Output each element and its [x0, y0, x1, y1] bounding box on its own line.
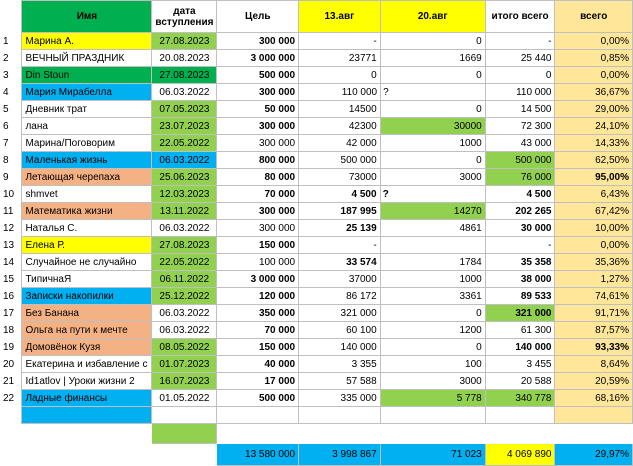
cell-name[interactable]: Наталья С. — [22, 220, 152, 237]
cell-aug13-value: 4 500 — [351, 188, 377, 200]
cell-date[interactable]: 23.07.2023 — [152, 118, 217, 135]
cell-pct[interactable]: 29,00% — [555, 101, 633, 118]
cell-aug20[interactable] — [380, 237, 485, 254]
cell-name[interactable]: Маленькая жизнь — [22, 152, 152, 169]
table-row — [0, 50, 633, 67]
cell-aug13[interactable] — [299, 135, 381, 152]
cell-date[interactable]: 06.11.2022 — [152, 271, 217, 288]
cell-aug20[interactable]: 4861 — [380, 220, 485, 237]
total-sum[interactable]: 4 069 890 — [485, 444, 555, 466]
cell-goal[interactable]: 300 000 — [217, 203, 299, 220]
cell-name[interactable]: Din Stoun — [22, 67, 152, 84]
row-number: 22 — [3, 392, 15, 404]
cell-pct[interactable]: 62,50% — [555, 152, 633, 169]
cell-aug13-value: 37000 — [348, 273, 377, 285]
cell-aug20[interactable]: 14270 — [380, 203, 485, 220]
cell-empty — [22, 444, 152, 466]
row-number: 9 — [3, 171, 9, 183]
row-number: 14 — [3, 256, 15, 268]
cell-goal[interactable]: 120 000 — [217, 288, 299, 305]
cell-pct[interactable]: 0,85% — [555, 50, 633, 67]
header-aug13[interactable]: 13.авг — [299, 1, 381, 33]
cell-pct[interactable]: 20,59% — [555, 373, 633, 390]
cell-aug20[interactable]: 1784 — [380, 254, 485, 271]
cell-date[interactable]: 27.08.2023 — [152, 33, 217, 50]
cell-name[interactable]: Без Банана — [22, 305, 152, 322]
cell-total[interactable]: 3 455 — [485, 356, 555, 373]
cell-total[interactable]: 38 000 — [485, 271, 555, 288]
cell-aug13-value: 73000 — [348, 171, 377, 183]
total-aug20[interactable]: 71 023 — [380, 444, 485, 466]
cell-date[interactable]: 06.03.2022 — [152, 84, 217, 101]
cell-empty — [0, 424, 22, 444]
cell-date[interactable]: 16.07.2023 — [152, 373, 217, 390]
cell-date[interactable]: 22.05.2022 — [152, 135, 217, 152]
table-row — [0, 101, 633, 118]
cell-date[interactable]: 06.03.2022 — [152, 322, 217, 339]
total-aug13[interactable]: 3 998 867 — [299, 444, 381, 466]
table-row — [0, 220, 633, 237]
cell-pct[interactable]: 95,00% — [555, 169, 633, 186]
cell-goal[interactable]: 100 000 — [217, 254, 299, 271]
table-row-empty — [0, 407, 633, 424]
cell-empty[interactable] — [485, 407, 555, 424]
cell-aug20[interactable]: 3000 — [380, 169, 485, 186]
spacer-row — [0, 424, 633, 444]
row-number — [0, 407, 22, 424]
cell-date[interactable]: 08.05.2022 — [152, 339, 217, 356]
cell-name[interactable]: Математика жизни — [22, 203, 152, 220]
cell-pct[interactable]: 1,27% — [555, 271, 633, 288]
row-number: 12 — [3, 222, 15, 234]
cell-aug13[interactable] — [299, 118, 381, 135]
table-row — [0, 271, 633, 288]
cell-pct[interactable]: 68,16% — [555, 390, 633, 407]
row-number: 18 — [3, 324, 15, 336]
cell-note: ? — [383, 86, 389, 98]
cell-pct[interactable]: 87,57% — [555, 322, 633, 339]
cell-pct[interactable]: 24,10% — [555, 118, 633, 135]
table-row — [0, 237, 633, 254]
cell-aug13[interactable] — [299, 373, 381, 390]
cell-total[interactable]: 61 300 — [485, 322, 555, 339]
table-row — [0, 339, 633, 356]
cell-empty — [152, 444, 217, 466]
cell-name[interactable]: Записки накопилки — [22, 288, 152, 305]
cell-goal[interactable]: 300 000 — [217, 84, 299, 101]
cell-name[interactable]: Домовёнок Кузя — [22, 339, 152, 356]
cell-empty — [485, 424, 555, 444]
table-row — [0, 33, 633, 50]
cell-aug20[interactable] — [380, 84, 485, 101]
row-number: 19 — [3, 341, 15, 353]
table-row — [0, 373, 633, 390]
cell-aug13[interactable] — [299, 67, 381, 84]
cell-total[interactable]: 76 000 — [485, 169, 555, 186]
cell-total[interactable]: - — [485, 237, 555, 254]
cell-aug13-value: 23771 — [348, 52, 377, 64]
row-number: 5 — [3, 103, 9, 115]
cell-name[interactable]: Марина/Поговорим — [22, 135, 152, 152]
cell-pct[interactable]: 14,33% — [555, 135, 633, 152]
cell-aug20[interactable] — [380, 186, 485, 203]
cell-total[interactable]: 340 778 — [485, 390, 555, 407]
header-aug20[interactable]: 20.авг — [380, 1, 485, 33]
cell-total[interactable]: 202 265 — [485, 203, 555, 220]
cell-total[interactable]: 89 533 — [485, 288, 555, 305]
cell-name[interactable]: Id1atlov | Уроки жизни 2 — [22, 373, 152, 390]
cell-empty[interactable] — [380, 407, 485, 424]
cell-aug13[interactable] — [299, 186, 389, 203]
row-number: 3 — [3, 69, 9, 81]
cell-date[interactable]: 06.03.2022 — [152, 152, 217, 169]
cell-aug20[interactable]: 0 — [380, 101, 485, 118]
cell-empty[interactable] — [555, 407, 633, 424]
cell-aug20[interactable]: 3361 — [380, 288, 485, 305]
cell-aug13-value: 321 000 — [340, 307, 377, 319]
cell-aug13[interactable] — [299, 305, 381, 322]
cell-aug20[interactable]: 1000 — [380, 135, 485, 152]
cell-pct[interactable]: 67,42% — [555, 203, 633, 220]
row-number-header — [0, 1, 22, 33]
cell-empty[interactable] — [22, 407, 152, 424]
cell-goal[interactable]: 500 000 — [217, 67, 299, 84]
cell-aug13-value: 14500 — [348, 103, 377, 115]
row-number: 1 — [3, 35, 9, 47]
header-name[interactable]: Имя — [22, 1, 152, 33]
cell-aug20[interactable]: 100 — [380, 356, 485, 373]
cell-aug13-value: - — [373, 35, 377, 47]
cell-aug13[interactable] — [299, 356, 381, 373]
cell-name[interactable]: Екатерина и избавление с — [22, 356, 152, 373]
cell-goal[interactable]: 150 000 — [217, 237, 299, 254]
header-pct[interactable]: всего — [555, 1, 633, 33]
table-row — [0, 135, 633, 152]
cell-goal[interactable]: 3 000 000 — [217, 271, 299, 288]
cell-name[interactable]: ВЕЧНЫЙ ПРАЗДНИК — [22, 50, 152, 67]
cell-goal[interactable]: 17 000 — [217, 373, 299, 390]
table-row — [0, 67, 633, 84]
cell-goal[interactable]: 80 000 — [217, 169, 299, 186]
cell-date[interactable]: 27.08.2023 — [152, 67, 217, 84]
cell-total[interactable]: 72 300 — [485, 118, 555, 135]
row-number: 16 — [3, 290, 15, 302]
cell-empty — [217, 424, 299, 444]
row-number: 10 — [3, 188, 15, 200]
cell-pct[interactable]: 93,33% — [555, 339, 633, 356]
row-number: 8 — [3, 154, 9, 166]
cell-aug13[interactable] — [299, 101, 381, 118]
cell-goal[interactable]: 500 000 — [217, 390, 299, 407]
cell-aug13[interactable] — [299, 322, 381, 339]
cell-total[interactable]: 4 500 — [485, 186, 555, 203]
cell-aug13[interactable] — [299, 203, 381, 220]
row-number: 2 — [3, 52, 9, 64]
cell-aug20[interactable]: 1200 — [380, 322, 485, 339]
cell-aug13[interactable] — [299, 152, 381, 169]
cell-pct[interactable]: 0,00% — [555, 67, 633, 84]
cell-total[interactable]: - — [485, 33, 555, 50]
cell-aug20[interactable]: 0 — [380, 152, 485, 169]
table-row — [0, 254, 633, 271]
row-number: 6 — [3, 120, 9, 132]
cell-pct[interactable]: 6,43% — [555, 186, 633, 203]
cell-goal[interactable]: 50 000 — [217, 101, 299, 118]
cell-total[interactable]: 140 000 — [485, 339, 555, 356]
cell-aug20[interactable]: 30000 — [380, 118, 485, 135]
cell-aug13[interactable] — [299, 254, 381, 271]
cell-aug20[interactable]: 1000 — [380, 271, 485, 288]
cell-note: ? — [382, 188, 389, 200]
cell-name[interactable]: shmvet — [22, 186, 152, 203]
cell-total[interactable]: 0 — [485, 67, 555, 84]
cell-pct[interactable]: 10,00% — [555, 220, 633, 237]
cell-date[interactable]: 25.12.2022 — [152, 288, 217, 305]
cell-date[interactable]: 01.05.2022 — [152, 390, 217, 407]
cell-aug13-value: 42300 — [348, 120, 377, 132]
cell-name[interactable]: лана — [22, 118, 152, 135]
cell-total[interactable]: 110 000 — [485, 84, 555, 101]
cell-empty[interactable] — [299, 407, 381, 424]
cell-empty[interactable] — [217, 407, 299, 424]
cell-aug13[interactable] — [299, 271, 381, 288]
cell-aug13-value: 187 995 — [340, 205, 377, 217]
cell-name[interactable]: Случайное не случайно — [22, 254, 152, 271]
cell-name[interactable]: Марина А. — [22, 33, 152, 50]
cell-empty — [299, 424, 381, 444]
row-number: 13 — [3, 239, 15, 251]
total-goal[interactable]: 13 580 000 — [217, 444, 299, 466]
cell-aug13[interactable] — [299, 50, 381, 67]
cell-pct[interactable]: 8,64% — [555, 356, 633, 373]
row-number: 11 — [3, 205, 14, 217]
cell-aug13[interactable] — [299, 169, 381, 186]
total-pct[interactable]: 29,97% — [555, 444, 633, 466]
cell-aug13[interactable] — [299, 339, 381, 356]
cell-date[interactable]: 12.03.2023 — [152, 186, 217, 203]
cell-total[interactable]: 25 440 — [485, 50, 555, 67]
cell-date[interactable]: 25.06.2023 — [152, 169, 217, 186]
cell-aug13-value: 60 100 — [346, 324, 377, 336]
cell-empty[interactable] — [152, 407, 217, 424]
cell-name[interactable]: Летающая черепаха — [22, 169, 152, 186]
cell-aug13-value: 110 000 — [341, 86, 378, 98]
cell-name[interactable]: Ольга на пути к мечте — [22, 322, 152, 339]
cell-aug13-value: 42 000 — [346, 137, 377, 149]
cell-aug13-value: 0 — [371, 69, 377, 81]
cell-pct[interactable]: 36,67% — [555, 84, 633, 101]
header-joined[interactable]: дата вступления — [152, 1, 217, 33]
cell-aug20[interactable]: 0 — [380, 339, 485, 356]
table-row — [0, 305, 633, 322]
cell-name[interactable]: Мария Мирабелла — [22, 84, 152, 101]
row-number: 15 — [3, 273, 15, 285]
cell-total[interactable]: 14 500 — [485, 101, 555, 118]
cell-name[interactable]: ТипичнаЯ — [22, 271, 152, 288]
row-number: 17 — [3, 307, 15, 319]
row-number: 7 — [3, 137, 9, 149]
cell-goal[interactable]: 300 000 — [217, 118, 299, 135]
cell-pct[interactable]: 0,00% — [555, 33, 633, 50]
table-row — [0, 118, 633, 135]
cell-aug13-value: 25 139 — [346, 222, 377, 234]
cell-goal[interactable]: 350 000 — [217, 305, 299, 322]
cell-date[interactable]: 06.03.2022 — [152, 220, 217, 237]
cell-aug13[interactable] — [299, 220, 381, 237]
row-number: 4 — [3, 86, 9, 98]
cell-aug20[interactable]: 0 — [380, 67, 485, 84]
cell-goal[interactable]: 3 000 000 — [217, 50, 299, 67]
cell-aug13-value: 3 355 — [351, 358, 377, 370]
cell-aug13-value: 33 574 — [346, 256, 377, 268]
cell-total[interactable]: 500 000 — [485, 152, 555, 169]
table-row — [0, 169, 633, 186]
cell-total[interactable]: 30 000 — [485, 220, 555, 237]
cell-empty — [380, 424, 485, 444]
table-row — [0, 288, 633, 305]
cell-name[interactable]: Дневник трат — [22, 101, 152, 118]
cell-pct[interactable]: 0,00% — [555, 237, 633, 254]
cell-date[interactable]: 06.03.2022 — [152, 305, 217, 322]
cell-name[interactable]: Елена Р. — [22, 237, 152, 254]
cell-empty — [555, 424, 633, 444]
cell-date[interactable]: 20.08.2023 — [152, 50, 217, 67]
cell-goal[interactable]: 70 000 — [217, 186, 299, 203]
table-row — [0, 356, 633, 373]
cell-aug13[interactable] — [299, 390, 381, 407]
cell-aug20[interactable]: 0 — [380, 33, 485, 50]
cell-date[interactable]: 13.11.2022 — [152, 203, 217, 220]
table-row — [0, 84, 633, 101]
cell-name[interactable]: Ладные финансы — [22, 390, 152, 407]
cell-total[interactable]: 43 000 — [485, 135, 555, 152]
cell-goal[interactable]: 150 000 — [217, 339, 299, 356]
row-number: 20 — [3, 358, 15, 370]
cell-total[interactable]: 321 000 — [485, 305, 555, 322]
cell-date[interactable]: 01.07.2023 — [152, 356, 217, 373]
cell-aug13[interactable] — [299, 33, 381, 50]
header-total[interactable]: итого всего — [485, 1, 555, 33]
cell-aug13-value: 335 000 — [340, 392, 377, 404]
cell-goal[interactable]: 40 000 — [217, 356, 299, 373]
cell-aug13-value: - — [373, 239, 377, 251]
cell-aug13[interactable] — [299, 84, 389, 101]
cell-total[interactable]: 35 358 — [485, 254, 555, 271]
table-row — [0, 152, 633, 169]
cell-aug13-value: 57 588 — [346, 375, 377, 387]
cell-date[interactable]: 27.08.2023 — [152, 237, 217, 254]
cell-aug13-value: 86 172 — [346, 290, 377, 302]
cell-goal[interactable]: 300 000 — [217, 135, 299, 152]
cell-goal[interactable]: 800 000 — [217, 152, 299, 169]
cell-aug20[interactable]: 5 778 — [380, 390, 485, 407]
cell-aug13-value: 140 000 — [340, 341, 377, 353]
table-row — [0, 186, 633, 203]
cell-aug13[interactable] — [299, 237, 381, 254]
cell-aug20[interactable]: 3000 — [380, 373, 485, 390]
cell-aug20[interactable]: 1669 — [380, 50, 485, 67]
header-goal[interactable]: Цель — [217, 1, 299, 33]
table-row — [0, 390, 633, 407]
cell-total[interactable]: 20 588 — [485, 373, 555, 390]
row-number — [0, 444, 22, 466]
cell-date[interactable]: 22.05.2022 — [152, 254, 217, 271]
cell-pct[interactable]: 91,71% — [555, 305, 633, 322]
cell-aug13-value: 500 000 — [340, 154, 377, 166]
row-number: 21 — [3, 375, 15, 387]
cell-date[interactable]: 07.05.2023 — [152, 101, 217, 118]
totals-row — [0, 444, 633, 466]
cell-empty — [22, 424, 152, 444]
cell-goal[interactable]: 300 000 — [217, 220, 299, 237]
cell-empty — [152, 424, 217, 444]
cell-pct[interactable]: 74,61% — [555, 288, 633, 305]
cell-aug20[interactable]: 0 — [380, 305, 485, 322]
cell-pct[interactable]: 35,36% — [555, 254, 633, 271]
header-row — [0, 1, 633, 33]
cell-goal[interactable]: 300 000 — [217, 33, 299, 50]
table-row — [0, 322, 633, 339]
table-row — [0, 203, 633, 220]
cell-aug13[interactable] — [299, 288, 381, 305]
cell-goal[interactable]: 70 000 — [217, 322, 299, 339]
